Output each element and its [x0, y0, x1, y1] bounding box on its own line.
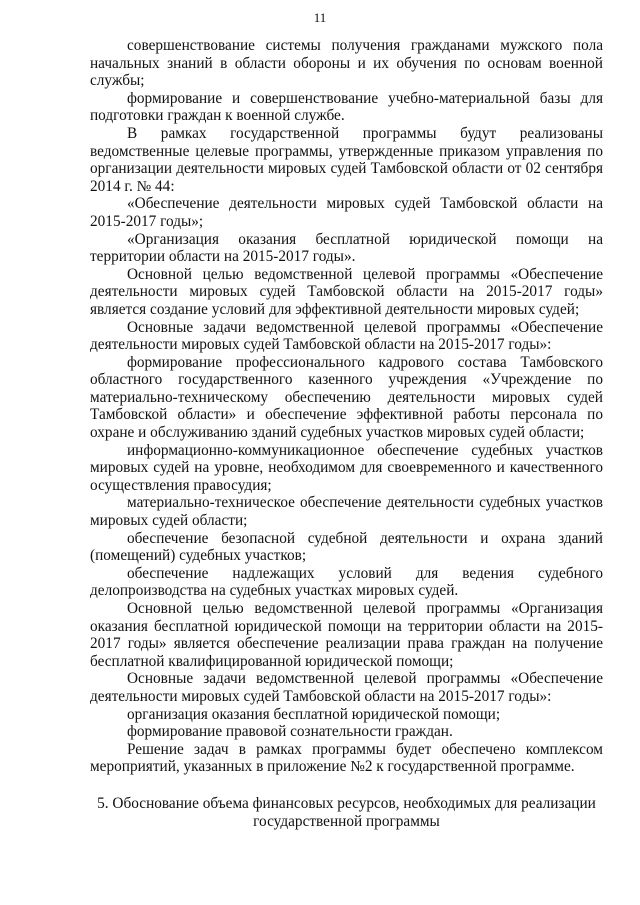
document-body: [90, 37, 603, 830]
paragraph: совершенствование системы получения гражданами мужского пола начальных знаний в области обороны и их обучения по основам военной службы;: [90, 37, 603, 90]
page-number: 11: [313, 10, 327, 25]
paragraph: информационно-коммуникационное обеспечение судебных участков мировых судей на уровне, необходимом для своевременного и качественного осуществления правосудия;: [90, 441, 603, 494]
paragraph: обеспечение безопасной судебной деятельности и охрана зданий (помещений) судебных участков;: [90, 529, 603, 565]
paragraph: «Обеспечение деятельности мировых судей Тамбовской области на 2015-2017 годы»;: [90, 195, 603, 230]
paragraph: материально-техническое обеспечение деятельности судебных участков мировых судей области;: [90, 494, 603, 530]
section-heading-line: государственной программы: [253, 812, 440, 830]
paragraph: формирование правовой сознательности граждан.: [127, 723, 453, 741]
paragraph: «Организация оказания бесплатной юридической помощи на территории области на 2015-2017 годы».: [90, 230, 603, 266]
paragraph: Основной целью ведомственной целевой программы «Организация оказания бесплатной юридической помощи на территории области на 2015-2017 годы» является обеспечение реализации права граждан на получение бесплатной квалифицированной юридической помощи;: [90, 600, 603, 670]
section-heading: [90, 795, 603, 830]
paragraph: Основные задачи ведомственной целевой программы «Обеспечение деятельности мировых судей Тамбовской области на 2015-2017 годы»:: [90, 670, 603, 705]
paragraph: Решение задач в рамках программы будет обеспечено комплексом мероприятий, указанных в приложение №2 к государственной программе.: [90, 740, 603, 776]
paragraph: В рамках государственной программы будут реализованы ведомственные целевые программы, утвержденные приказом управления по организации деятельности мировых судей Тамбовской области от 02 сентября 2014 г. № 44:: [90, 124, 603, 195]
paragraph: формирование профессионального кадрового состава Тамбовского областного государственного казенного учреждения «Учреждение по материально-техническому обеспечению деятельности мировых судей Тамбовской области» и обеспечение эффективной работы персонала по охране и обслуживанию зданий судебных участков мировых судей области;: [90, 353, 603, 442]
section-heading-line: 5. Обоснование объема финансовых ресурсов, необходимых для реализации: [97, 794, 596, 812]
paragraph: Основные задачи ведомственной целевой программы «Обеспечение деятельности мировых судей Тамбовской области на 2015-2017 годы»:: [90, 318, 603, 354]
paragraph: Основной целью ведомственной целевой программы «Обеспечение деятельности мировых судей Тамбовской области на 2015-2017 годы» является создание условий для эффективной деятельности мировых судей;: [90, 265, 603, 318]
paragraph: формирование и совершенствование учебно-материальной базы для подготовки граждан к военной службе.: [90, 89, 603, 125]
paragraph: организация оказания бесплатной юридической помощи;: [127, 705, 501, 723]
paragraph: обеспечение надлежащих условий для ведения судебного делопроизводства на судебных участках мировых судей.: [90, 564, 603, 600]
